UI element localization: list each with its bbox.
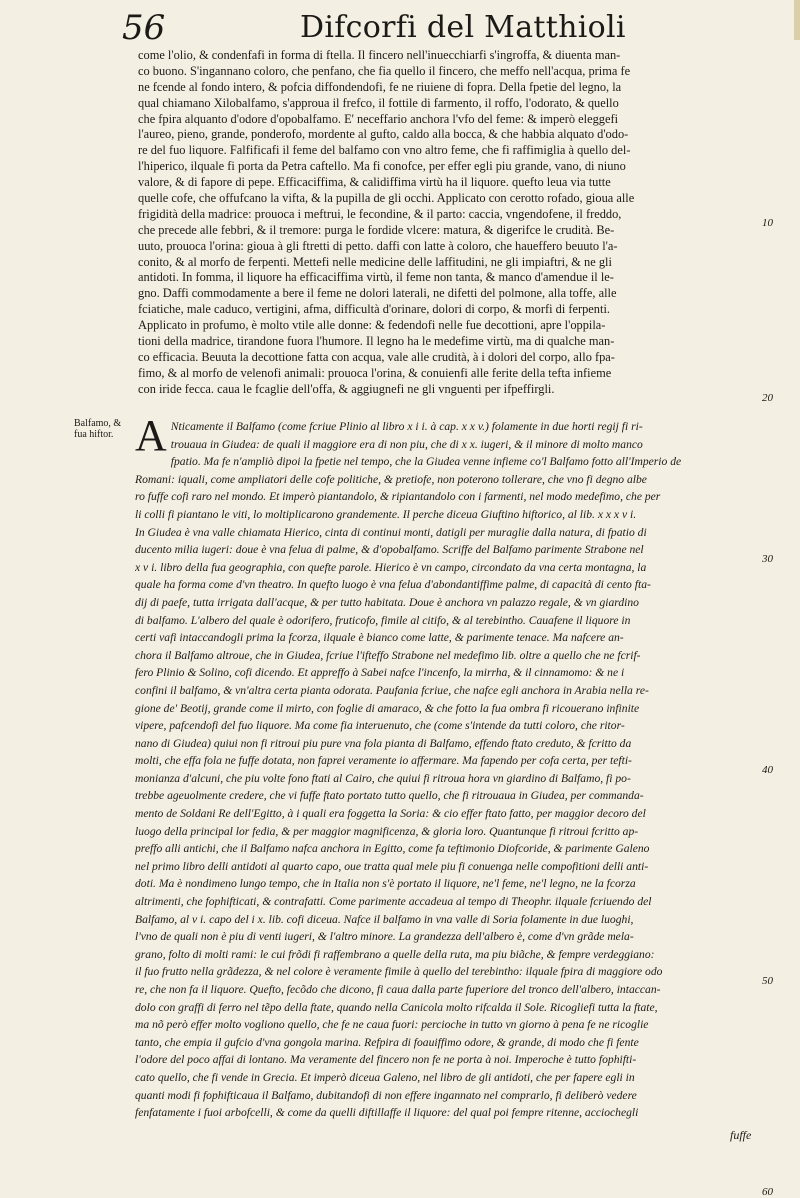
text-line: li colli fi piantano le viti, lo moltiplicarono grandemente. Il perche diceua Giuftino hiftorico, al lib. x x x v i.: [135, 507, 637, 521]
text-line: Romani: iquali, come ampliatori delle cofe politiche, & pretiofe, non poterono tollerare, che vno fi degno albe: [135, 472, 647, 486]
text-line: dolo con graffi di ferro nel tẽpo della ftate, quando nella Canicola molto rifcalda il Sole. Ricogliefi tutta la ftate,: [135, 1000, 658, 1014]
page-edge: [794, 0, 800, 40]
text-line: luogo della principal lor fedia, & per maggior magnificenza, & gloria loro. Quantunque fi ritroui fcritto ap-: [135, 824, 639, 838]
text-line: quanti modi fi fophifticaua il Balfamo, dubitandofi di non effere ingannato nel comprarlo, fi deliberò vedere: [135, 1088, 637, 1102]
text-line: l'vno de quali non è piu di venti iugeri, & l'altro minore. La grandezza dell'albero è, come d'vn grãde mela-: [135, 930, 634, 944]
text-line: re, che non fa il liquore. Quefto, fecõdo che dicono, fi caua dalla parte fuperiore del tronco dell'albero, intaccan-: [135, 983, 661, 996]
text-line: co buono. S'ingannano coloro, che penfano, che fia quello il fincero, che meffo nell'acqua, prima fe: [138, 63, 631, 78]
text-line: Balfamo, al v i. capo del i x. lib. cofi diceua. Nafce il balfamo in vna valle di Soria folamente in due luoghi,: [135, 912, 634, 926]
margin-line-number: 20: [762, 391, 773, 404]
page-header: [110, 8, 770, 48]
text-line: antidoti. In fomma, il liquore ha efficaciffima virtù, il feme non tanta, & manco d'amendue il le-: [138, 270, 614, 285]
text-line: Nticamente il Balfamo (come fcriue Plinio al libro x i i. à cap. x x v.) folamente in due horti regij fi ri-: [170, 420, 643, 433]
text-line: ne fcende al fondo intero, & pofcia diffondendofi, fe ne riuiene di fopra. Della fpetie del legno, la: [138, 79, 622, 94]
text-line: mento de Soldani Re dell'Egitto, à i quali era foggetta la Soria: & cio effer ftato fatto, per maggior decoro del: [135, 807, 646, 821]
text-line: altrimenti, che fophifticati, & contrafatti. Come parimente accadeua al tempo di Theophr. ilquale fcriuendo del: [135, 895, 652, 909]
text-line: conito, & al morfo de ferpenti. Mettefi nelle medicine delle laffitudini, ne gli impiaftri, & ne gli: [138, 254, 612, 269]
margin-line-number: 10: [762, 216, 773, 229]
text-line: quelle cofe, che offufcano la vifta, & la pupilla de gli occhi. Applicato con cerotto rofado, gioua alle: [138, 191, 635, 206]
text-line: In Giudea è vna valle chiamata Hierico, cinta di continui monti, datigli per muraglie dalla natura, di fpatio di: [135, 525, 647, 539]
text-line: Applicato in profumo, è molto vtile alle donne: & fedendofi nelle fue decottioni, apre l'oppila-: [138, 318, 606, 333]
drop-cap: A: [135, 411, 167, 460]
roman-text-block: [138, 48, 760, 398]
text-line: preffo alli antichi, che il Balfamo nafca anchora in Egitto, come fa teftimonio Diofcoride, & parimente Galeno: [135, 842, 650, 856]
text-line: l'aureo, pieno, grande, ponderofo, mordente al gufto, caldo alla bocca, & che habbia alquato d'odo-: [138, 127, 629, 142]
margin-line-number: 50: [762, 975, 773, 988]
text-line: certi vafi intaccandogli prima la fcorza, ilquale è bianco come latte, & parimente tenace. Ma nafcere an-: [135, 631, 624, 645]
text-line: l'odore del poco affai di lontano. Ma veramente del fincero non fe ne porta à noi. Imperoche è tutto fophifti-: [135, 1053, 637, 1067]
margin-line-number: 40: [762, 764, 773, 776]
text-line: monianza d'alcuni, che piu volte fono ftati al Cairo, che quiui fi ritroua hora vn giardino di Balfamo, fi po-: [135, 771, 631, 785]
text-line: nano di Giudea) quiui non fi ritroui piu pure vna fola pianta di Balfamo, effendo ftato creduto, & fcritto da: [135, 736, 632, 750]
text-line: molti, che effa fola ne fuffe dotata, non faprei veramente io affermare. Ma fapendo per cofa certa, per tefti-: [135, 754, 632, 768]
text-line: vipere, pafcendofi del fuo liquore. Ma come fia interuenuto, che (come s'intende da tutti coloro, che ritor-: [135, 719, 625, 733]
text-line: fimo, & al morfo de velenofi animali: prouoca l'orina, & conuienfi alle ferite della tefta infieme: [138, 365, 612, 380]
text-line: fero Plinio & Solino, cofi dicendo. Et appreffo à Sabei nafce l'incenfo, la mirrha, & il cinnamomo: & ne i: [135, 666, 625, 680]
text-line: re del fuo liquore. Falfificafi il feme del balfamo con vno altro feme, che fi raffimiglia à quello del-: [138, 143, 631, 158]
text-line: ducento milia iugeri: doue è vna felua di palme, & d'opobalfamo. Scriffe del Balfamo parimente Strabone nel: [135, 543, 644, 557]
margin-line-number: 60: [762, 1186, 773, 1198]
margin-line-number: 30: [762, 552, 773, 565]
running-title: Difcorfi del Matthioli: [300, 10, 626, 45]
side-note: [74, 418, 134, 440]
text-line: che precede alle febbri, & il tremore: purga le fordide vlcere: matura, & digerifce le crudità. Be-: [138, 222, 615, 237]
italic-text-block: [135, 411, 761, 1122]
text-line: confini il balfamo, & vn'altra certa pianta odorata. Paufania fcriue, che nafce egli anchora in Arabia nella re-: [135, 683, 649, 697]
text-line: chora il Balfamo altroue, che in Giudea, fcriue l'ifteffo Strabone nel medefimo lib. oltre a quello che ne fcrif-: [135, 648, 641, 662]
text-line: tioni della madrice, tirandone fuora l'humore. Il legno ha le medefime virtù, ma di qualche man-: [138, 334, 615, 349]
text-line: uuto, prouoca l'orina: gioua à gli ftretti di petto. daffi con latte à coloro, che haueffero beuuto l'a-: [138, 238, 618, 253]
text-line: valore, & di fapore di pepe. Efficaciffima, & calidiffima virtù ha il liquore. quefto leua via tutte: [138, 175, 611, 190]
catchword: fuffe: [730, 1128, 752, 1142]
text-line: nel primo libro delli antidoti al quarto capo, oue tratta qual mele piu fi conuenga nelle compofitioni delli anti-: [135, 859, 649, 873]
page-number: 56: [122, 8, 166, 48]
text-line: fpatio. Ma fe n'ampliò dipoi la fpetie nel tempo, che la Giudea venne infieme co'l Balfamo fotto all'Imperio de: [170, 455, 682, 469]
text-line: con iride fecca. caua le fcaglie dell'offa, & aggiugnefi ne gli vnguenti per ifpeffirgli.: [138, 381, 555, 396]
text-line: frigidità della madrice: prouoca i meftrui, le fecondine, & il parto: caccia, vngendofene, il freddo,: [138, 206, 622, 221]
text-line: fciatiche, male caduco, vertigini, afma, difficultà d'orinare, dolori di corpo, & morfi di ferpenti.: [138, 302, 610, 317]
text-line: doti. Ma è nondimeno lungo tempo, che in Italia non s'è portato il liquore, ne'l feme, ne'l legno, ne la fcorza: [135, 877, 636, 891]
text-line: come l'olio, & condenfafi in forma di ftella. Il fincero nell'inuecchiarfi s'ingroffa, & diuenta man-: [138, 48, 621, 62]
text-line: di balfamo. L'albero del quale è odorifero, fruticofo, fimile al citifo, & al terebintho. Cauafene il liquore in: [135, 613, 631, 627]
text-line: trouaua in Giudea: de quali il maggiore era di non piu, che di x x. iugeri, & il minore di molto manco: [170, 437, 643, 451]
text-line: grano, folto di molti rami: le cui frõdi fi raffembrano a quelle della ruta, ma piu biãche, & fempre verdeggiano:: [135, 947, 655, 961]
text-line: trebbe ageuolmente credere, che vi fuffe ftato portato tutto quello, che fi ritrouaua in Giudea, per commanda-: [135, 789, 644, 803]
text-line: co efficacia. Beuuta la decottione fatta con acqua, vale alle crudità, à i dolori del corpo, allo fpa-: [138, 349, 615, 364]
text-line: l'hiperico, ilquale fi porta da Petra caftello. Ma fi conofce, per effer egli piu grande, vano, di niuno: [138, 159, 626, 174]
text-line: qual chiamano Xilobalfamo, s'approua il frefco, il fottile di farmento, il roffo, l'odorato, & quello: [138, 95, 619, 110]
text-line: dij di paefe, tutta irrigata dall'acque, & per tutto habitata. Doue è anchora vn palazzo regale, & vn giardino: [135, 595, 639, 609]
text-line: il fuo frutto nella grãdezza, & nel colore è veramente fimile à quello del terebintho: ilquale fpira di maggiore odo: [135, 965, 663, 979]
text-line: tanto, che empia il gufcio d'vna gongola marina. Refpira di foauiffimo odore, & grande, di modo che fi fente: [135, 1035, 639, 1049]
side-note-line: fua hiftor.: [74, 429, 114, 440]
text-line: quale ha forma come d'vn theatro. In quefto luogo è vna felua d'abondantiffime palme, di capacità di cento fta-: [135, 578, 651, 592]
text-line: gno. Daffi commodamente a bere il feme ne dolori laterali, ne difetti del polmone, alla toffe, alle: [138, 286, 617, 301]
text-line: ma nõ però effer molto vogliono quello, che fe ne caua fuori: percioche in tutto vn giorno à pena fe ne ricoglie: [135, 1018, 649, 1032]
text-line: gione de' Beotij, grande come il mirto, con foglie di amaraco, & che fotto la fua ombra fi ricouerano infinite: [135, 701, 640, 715]
text-line: che fpira alquanto d'odore d'opobalfamo. E' neceffario anchora l'vfo del feme: & imperò eleggefi: [138, 111, 619, 126]
text-line: x v i. libro della fua geographia, con quefte parole. Hierico è vn campo, circondato da vna certa montagna, la: [135, 560, 647, 574]
text-line: ro fuffe cofi raro nel mondo. Et imperò piantandolo, & ripiantandolo con i farmenti, nel modo medefimo, che per: [135, 490, 661, 504]
text-line: cato quello, che fi vende in Grecia. Et imperò diceua Galeno, nel libro de gli antidoti, che per fapere egli in: [135, 1070, 635, 1084]
side-note-line: Balfamo, &: [74, 418, 122, 429]
text-line: fenfatamente i fuoi arbofcelli, & come da quelli diftillaffe il liquore: del qual poi fempre ritenne, acciochegli: [135, 1106, 639, 1120]
